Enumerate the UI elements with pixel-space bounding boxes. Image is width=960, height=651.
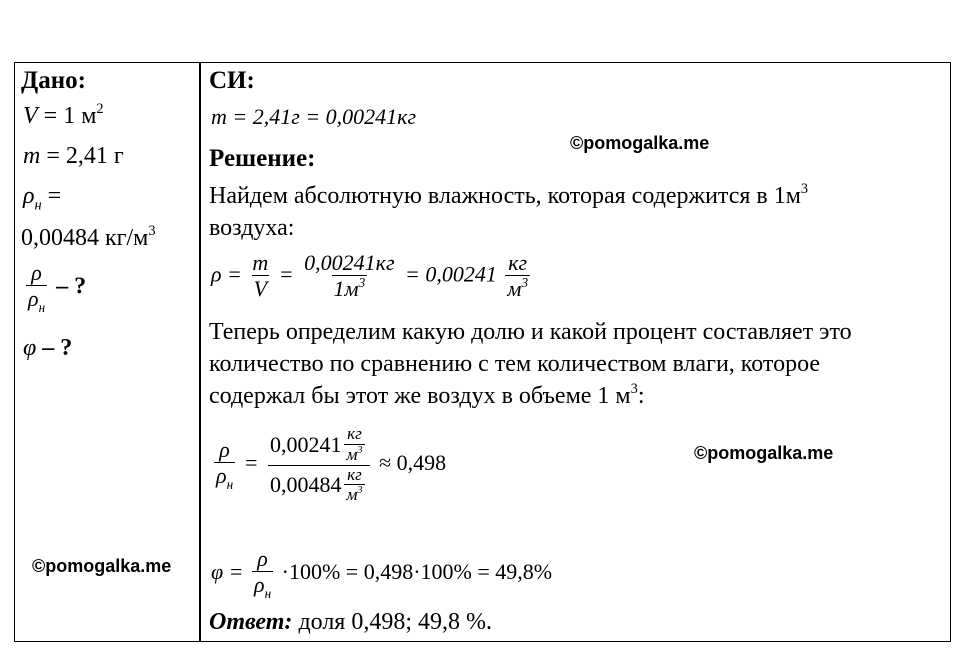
solution-header: Решение: [209, 145, 316, 172]
eq3-lhs: φ = [211, 559, 244, 585]
eq2-bottom-unit-den [344, 484, 364, 505]
eq3-den-sub: н [264, 586, 272, 602]
watermark-middle: ©pomogalka.me [694, 443, 834, 463]
given-column [21, 63, 197, 641]
equation-ratio [211, 425, 446, 505]
answer-line [209, 609, 492, 636]
p1-text: Найдем абсолютную влажность, которая содержится в 1м [209, 183, 801, 209]
eq3-num: ρ [257, 546, 268, 571]
eq3-fraction [252, 547, 273, 601]
eq1-f1-num: m [252, 250, 269, 275]
eq1-f2-den-exp: 3 [358, 274, 366, 290]
watermark-top: ©pomogalka.me [570, 133, 710, 153]
column-divider [199, 63, 201, 641]
unknown-ratio [23, 261, 86, 315]
eq2-big-fraction [268, 425, 370, 505]
phi-symbol: φ [23, 335, 37, 361]
eq1-fraction-m-over-v [250, 251, 270, 301]
eq2-top-unit-num: кг [347, 424, 362, 443]
eq2-bottom-value: 0,00484 [269, 472, 342, 498]
eq3-rest: ·100% = 0,498·100% = 49,8% [281, 559, 553, 585]
p1-exponent: 3 [800, 180, 809, 197]
watermark-left: ©pomogalka.me [32, 556, 172, 576]
given-volume [23, 100, 104, 130]
p2-colon: : [637, 383, 645, 409]
eq2-top-value: 0,00241 [269, 431, 342, 457]
rho-value: 0,00484 кг/м [21, 225, 149, 251]
si-header: СИ: [209, 67, 255, 94]
volume-value: = 1 м [43, 103, 97, 129]
eq2-result: ≈ 0,498 [379, 450, 447, 476]
eq2-bottom-unit-exp: 3 [357, 485, 363, 497]
mass-symbol: m [23, 143, 41, 169]
given-header: Дано: [21, 67, 86, 94]
eq1-f1-den: V [253, 276, 268, 302]
eq2-bottom-unit-num: кг [347, 464, 362, 484]
eq2-top-unit-den-text: м [346, 444, 358, 464]
eq1-f2-den-text: 1м [333, 276, 359, 302]
ratio-numerator: ρ [31, 260, 42, 285]
paragraph-2-line-3 [209, 380, 645, 410]
eq2-lhs-fraction [214, 438, 235, 492]
eq2-top-unit [344, 425, 364, 465]
eq2-lhs-den-text: ρ [216, 463, 227, 489]
eq1-lhs: ρ = [211, 261, 242, 287]
eq2-denominator [268, 465, 370, 506]
rho-equals: = [47, 183, 62, 209]
eq1-result: = 0,00241 [405, 261, 497, 287]
eq1-f2-num: 0,00241кг [304, 250, 395, 275]
paragraph-1-line-1 [209, 180, 809, 210]
eq1-fraction-values [302, 251, 396, 301]
eq1-f3-den-text: м [507, 276, 522, 302]
paragraph-1-line-2: воздуха: [209, 215, 295, 241]
rho-exponent: 3 [148, 222, 156, 239]
eq2-lhs-num: ρ [219, 436, 230, 462]
mass-value: = 2,41 г [46, 143, 124, 169]
p2-exponent: 3 [630, 380, 638, 397]
paragraph-2-line-1: Теперь определим какую долю и какой процент составляет это [209, 319, 852, 345]
eq2-bottom-unit [344, 466, 364, 506]
si-conversion: m = 2,41г = 0,00241кг [211, 104, 417, 129]
equation-absolute-humidity [211, 251, 533, 301]
phi-question: – ? [42, 335, 73, 361]
eq2-lhs-den-sub: н [226, 477, 234, 493]
eq3-den-text: ρ [254, 572, 265, 598]
p2-line3-text: содержал бы этот же воздух в объеме 1 м [209, 383, 631, 409]
eq2-top-unit-den [344, 444, 364, 465]
ratio-den-subscript: н [38, 300, 46, 316]
eq1-equals: = [278, 261, 294, 287]
eq1-f3-den-exp: 3 [521, 274, 529, 290]
eq3-den [252, 571, 273, 601]
eq1-f3-den [505, 275, 530, 301]
ratio-question: – ? [56, 273, 87, 300]
given-saturated-density [23, 183, 61, 214]
unknown-humidity [23, 335, 72, 362]
eq1-f2-den [332, 275, 368, 301]
ratio-fraction [26, 261, 47, 315]
rho-subscript: н [34, 197, 42, 214]
solution-table [14, 62, 951, 642]
eq2-top-unit-exp: 3 [357, 444, 363, 456]
paragraph-2-line-2: количество по сравнению с тем количеством влаги, которое [209, 351, 821, 377]
given-mass [23, 143, 124, 170]
eq2-equals: = [243, 450, 259, 476]
ratio-den-symbol: ρ [28, 286, 39, 312]
ratio-denominator [26, 285, 47, 315]
eq1-f3-num: кг [508, 250, 528, 275]
volume-symbol: V [23, 103, 38, 129]
eq2-numerator [268, 425, 370, 465]
volume-exponent: 2 [96, 100, 104, 117]
equation-relative-humidity [211, 547, 552, 601]
eq1-fraction-units [505, 251, 530, 301]
answer-text: доля 0,498; 49,8 %. [292, 609, 493, 635]
answer-label: Ответ: [209, 609, 293, 635]
eq2-bottom-unit-den-text: м [346, 485, 358, 505]
rho-symbol: ρ [23, 183, 35, 209]
given-saturated-density-value [21, 222, 156, 252]
eq2-lhs-den [214, 462, 235, 492]
